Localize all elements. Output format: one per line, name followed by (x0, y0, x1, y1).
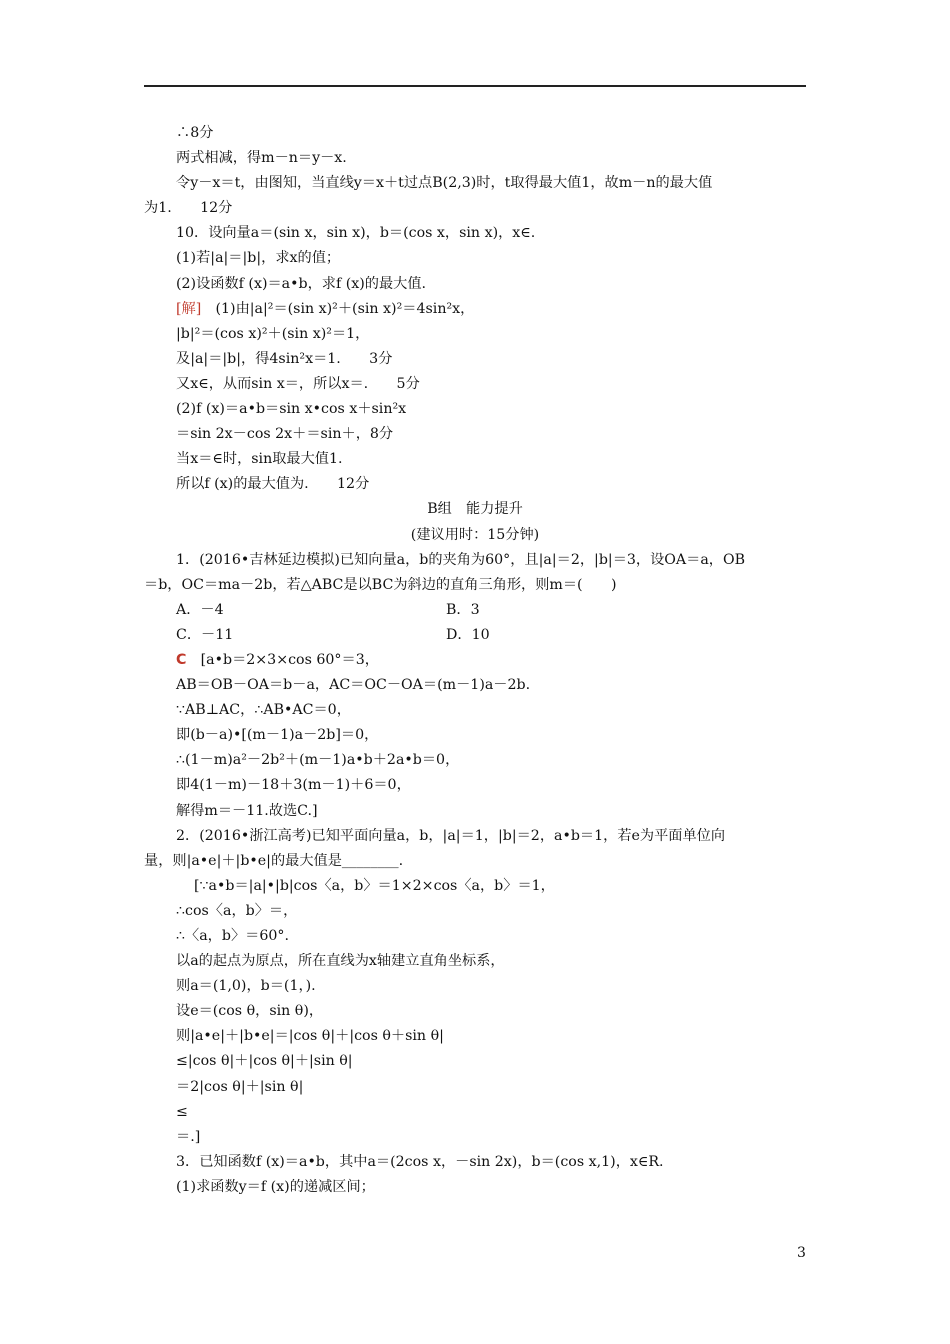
text-line: ＝.] (176, 1128, 201, 1145)
solution-label: [解] (176, 300, 202, 317)
text-line: 及|a|＝|b|，得4sin²x＝1. 3分 (176, 350, 393, 367)
document-body (144, 121, 806, 1200)
text-line: 为1. 12分 (144, 200, 233, 217)
text-line: 即(b－a)•[(m－1)a－2b]＝0， (176, 727, 379, 744)
text-line: |b|²＝(cos x)²＋(sin x)²＝1， (176, 325, 370, 342)
text-line: ∴cos〈a，b〉＝， (176, 902, 298, 919)
text-line: ＝sin 2x－cos 2x＋＝sin＋，8分 (176, 426, 394, 443)
text-line: (1)求函数y＝f (x)的递减区间； (176, 1178, 375, 1195)
text-line: 量，则|a•e|＋|b•e|的最大值是________. (144, 852, 404, 869)
question-3: 3．已知函数f (x)＝a•b，其中a＝(2cos x，－sin 2x)，b＝(cos x,1)，x∈R. (176, 1153, 664, 1170)
answer-letter: C (176, 651, 187, 668)
text-line: [∵a•b＝|a|•|b|cos〈a，b〉＝1×2×cos〈a，b〉＝1， (194, 877, 555, 894)
text-line: 又x∈，从而sin x＝，所以x＝. 5分 (176, 375, 420, 392)
header-rule (144, 85, 806, 87)
text-line: 以a的起点为原点，所在直线为x轴建立直角坐标系， (176, 953, 505, 970)
text-line: ＝2|cos θ|＋|sin θ| (176, 1078, 304, 1095)
text-line: ≤|cos θ|＋|cos θ|＋|sin θ| (176, 1053, 353, 1070)
text-line: 则|a•e|＋|b•e|＝|cos θ|＋|cos θ＋sin θ| (176, 1028, 444, 1045)
text-line: (1)若|a|＝|b|，求x的值； (176, 250, 341, 267)
options-row (144, 598, 806, 623)
text-line: ∵AB⊥AC，∴AB•AC＝0， (176, 702, 351, 719)
text-line: ≤ (176, 1103, 188, 1120)
text-line: 设e＝(cos θ，sin θ)， (176, 1003, 324, 1020)
option-a: A．－4 (176, 601, 224, 618)
question-2: 2．(2016•浙江高考)已知平面向量a，b，|a|＝1，|b|＝2，a•b＝1，若e为平面单位向 (176, 827, 726, 844)
text-line: 解得m＝－11.故选C.] (176, 802, 318, 819)
text-line: AB＝OB－OA＝b－a，AC＝OC－OA＝(m－1)a－2b. (176, 677, 531, 694)
options-row (144, 623, 806, 648)
text-line: 当x＝∈时，sin取最大值1. (176, 451, 343, 468)
text-line: ∴〈a，b〉＝60°. (176, 928, 289, 944)
option-b: B．3 (446, 601, 480, 618)
answer-line: C [a•b＝2×3×cos 60°＝3， (176, 651, 379, 668)
solution-line: [解] (1)由|a|²＝(sin x)²＋(sin x)²＝4sin²x， (176, 300, 475, 317)
text-line: ∴(1－m)a²－2b²＋(m－1)a•b＋2a•b＝0， (176, 752, 460, 769)
question-1: 1．(2016•吉林延边模拟)已知向量a，b的夹角为60°，且|a|＝2，|b|＝3，设OA＝a，OB (176, 551, 746, 568)
text-line: 令y－x＝t，由图知，当直线y＝x＋t过点B(2,3)时，t取得最大值1，故m－n的最大值 (176, 175, 713, 192)
text-line: (2)f (x)＝a•b＝sin x•cos x＋sin²x (176, 401, 407, 418)
text-line: 则a＝(1,0)，b＝(1，). (176, 978, 316, 995)
text-line: 即4(1－m)－18＋3(m－1)＋6＝0， (176, 777, 411, 794)
option-c: C．－11 (176, 626, 234, 643)
text-line: 所以f (x)的最大值为. 12分 (176, 476, 370, 493)
section-subtitle: (建议用时：15分钟) (410, 526, 540, 543)
text-line: 两式相减，得m－n＝y－x. (176, 150, 347, 167)
question-10: 10．设向量a＝(sin x，sin x)，b＝(cos x，sin x)，x∈. (176, 225, 536, 242)
page-number: 3 (797, 1245, 806, 1261)
option-d: D．10 (446, 626, 490, 643)
text-line: (2)设函数f (x)＝a•b，求f (x)的最大值. (176, 275, 427, 292)
text-line: ∴8分 (176, 125, 214, 141)
text-line: ＝b，OC＝ma－2b，若△ABC是以BC为斜边的直角三角形，则m＝( ) (144, 576, 617, 593)
section-title: B组 能力提升 (427, 501, 523, 518)
